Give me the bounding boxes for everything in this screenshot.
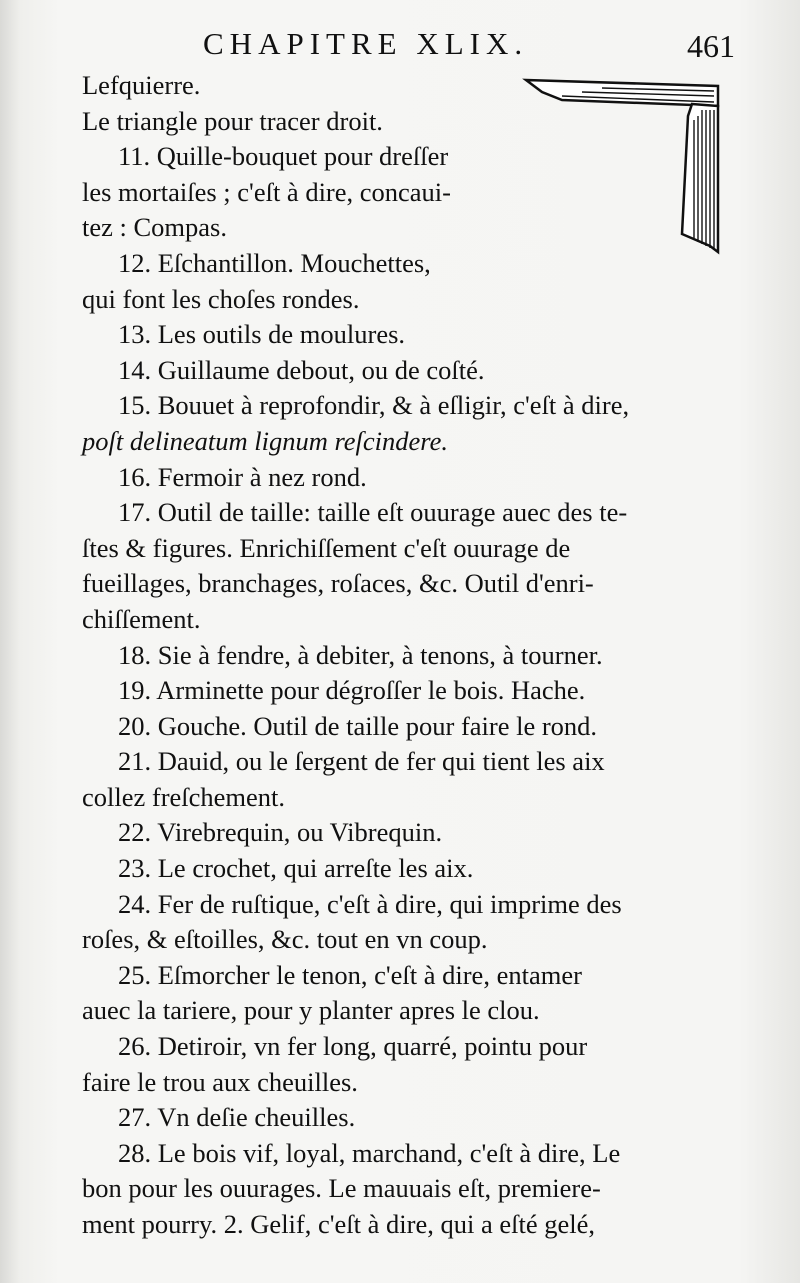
- text-line: 28. Le bois vif, loyal, marchand, c'eſt à dire, Le: [118, 1137, 621, 1168]
- text-line: 26. Detiroir, vn fer long, quarré, pointu pour: [118, 1031, 588, 1062]
- page-header: [195, 22, 735, 66]
- text-line: qui font les choſes rondes.: [82, 283, 360, 314]
- text-body: [82, 68, 742, 1243]
- text-line: Lefquierre.: [82, 70, 201, 100]
- text-line: auec la tariere, pour y planter apres le clou.: [82, 995, 540, 1026]
- text-line: poſt delineatum lignum reſcindere.: [82, 425, 449, 456]
- text-line: les mortaiſes ; c'eſt à dire, concaui-: [82, 176, 451, 207]
- text-line: 17. Outil de taille: taille eſt ouurage auec des te-: [118, 497, 628, 528]
- text-line: 25. Eſmorcher le tenon, c'eſt à dire, entamer: [118, 959, 582, 990]
- text-line: 27. Vn deſie cheuilles.: [118, 1102, 356, 1133]
- text-line: tez : Compas.: [82, 212, 227, 243]
- text-line: 21. Dauid, ou le ſergent de fer qui tient les aix: [118, 746, 605, 777]
- text-line: collez freſchement.: [82, 781, 286, 812]
- page-number: 461: [687, 28, 735, 64]
- text-line: ment pourry. 2. Gelif, c'eſt à dire, qui a eſté gelé,: [82, 1209, 595, 1239]
- text-line: 20. Gouche. Outil de taille pour faire le rond.: [118, 710, 598, 741]
- text-line: 15. Bouuet à reprofondir, & à eſligir, c'eſt à dire,: [118, 390, 630, 421]
- running-title: CHAPITRE XLIX.: [203, 26, 529, 61]
- text-line: fueillages, branchages, roſaces, &c. Outil d'enri-: [82, 568, 594, 599]
- text-line: 23. Le crochet, qui arreſte les aix.: [118, 853, 474, 884]
- text-line: 16. Fermoir à nez rond.: [118, 461, 367, 492]
- text-line: 13. Les outils de moulures.: [118, 319, 406, 350]
- text-line: faire le trou aux cheuilles.: [82, 1066, 358, 1097]
- text-line: 18. Sie à fendre, à debiter, à tenons, à tourner.: [118, 639, 603, 670]
- text-line: 22. Virebrequin, ou Vibrequin.: [118, 817, 443, 848]
- text-line: 19. Arminette pour dégroſſer le bois. Hache.: [118, 675, 586, 706]
- text-line: Le triangle pour tracer droit.: [82, 105, 383, 136]
- text-line: 11. Quille-bouquet pour dreſſer: [118, 141, 449, 172]
- text-line: 14. Guillaume debout, ou de coſté.: [118, 354, 485, 385]
- text-line: chiſſement.: [82, 603, 201, 634]
- text-line: bon pour les ouurages. Le mauuais eſt, premiere-: [82, 1173, 601, 1204]
- text-line: ſtes & figures. Enrichiſſement c'eſt ouurage de: [82, 532, 571, 563]
- text-line: roſes, & eſtoilles, &c. tout en vn coup.: [82, 924, 488, 955]
- text-line: 24. Fer de ruſtique, c'eſt à dire, qui imprime des: [118, 888, 622, 919]
- text-line: 12. Eſchantillon. Mouchettes,: [118, 247, 431, 278]
